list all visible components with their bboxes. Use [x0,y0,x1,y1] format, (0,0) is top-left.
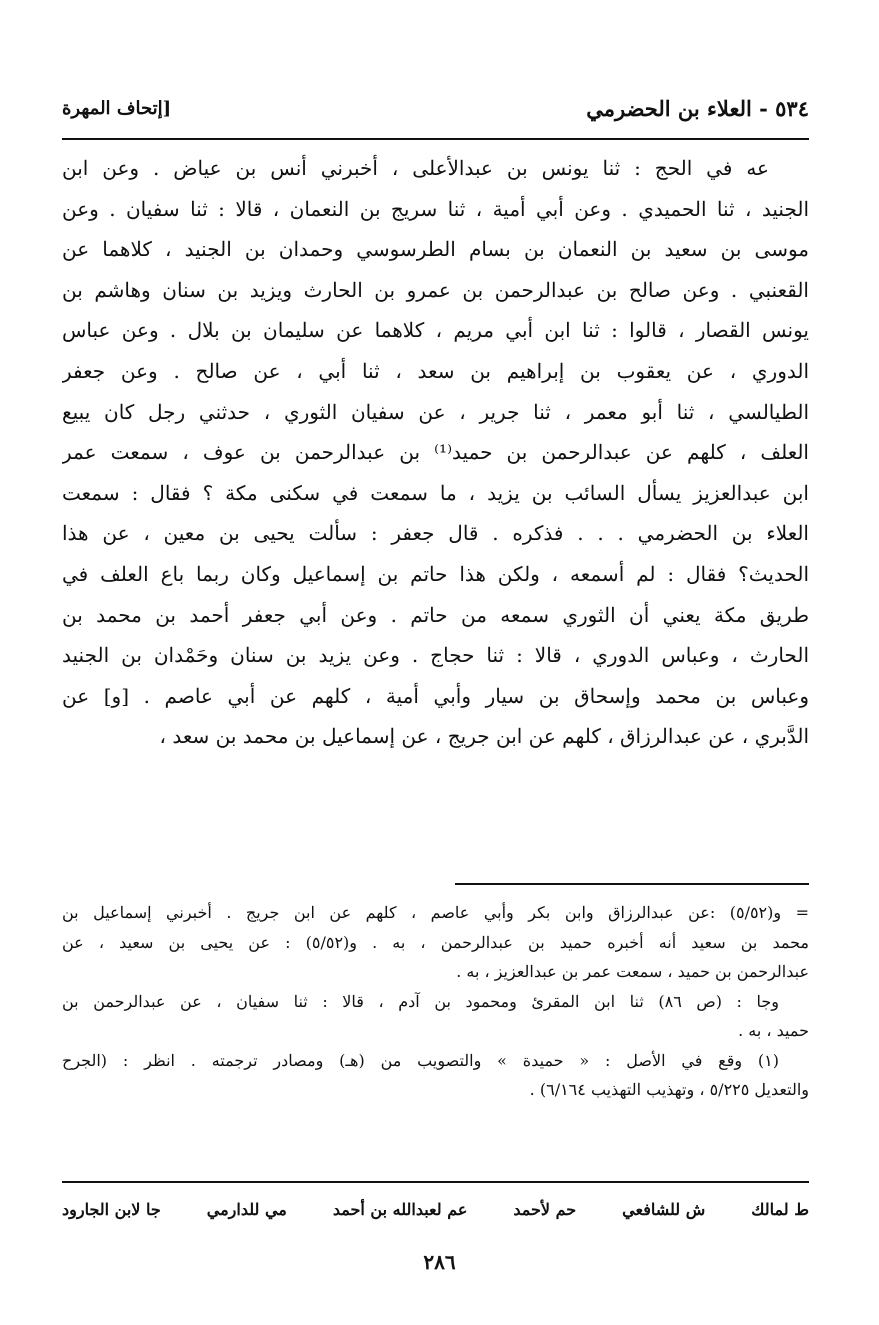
footnote-line: = و(٥/٥٢) :عن عبدالرزاق وابن بكر وأبي عاصم ، كلهم عن ابن جريج . أخبرني إسماعيل بن [62,903,809,922]
page-header [62,88,809,128]
abbreviation-legend [62,1193,809,1225]
legend-item: عم لعبدالله بن أحمد [332,1199,468,1219]
text-line: العلف ، كلهم عن عبدالرحمن بن حميد⁽¹⁾ بن عبدالرحمن بن عوف ، سمعت عمر [62,440,809,465]
footnotes [62,898,809,1105]
text-line: الدَّبري ، عن عبدالرزاق ، كلهم عن ابن جريج ، عن إسماعيل بن محمد بن سعد ، [159,724,809,749]
footnote-line: وجا : (ص ٨٦) ثنا ابن المقرئ ومحمود بن آدم ، قالا : ثنا سفيان ، عن عبدالرحمن بن [62,991,779,1011]
legend-item: جا لابن الجارود [62,1199,161,1219]
text-line: طريق مكة يعني أن الثوري سمعه من حاتم . وعن أبي جعفر أحمد بن محمد بن [62,602,809,627]
text-line: الطيالسي ، ثنا أبو معمر ، ثنا جرير ، عن سفيان الثوري ، حدثني رجل كان يبيع [62,399,809,424]
legend-item: ش للشافعي [622,1199,706,1219]
footnote-divider [455,883,809,885]
text-line: الدوري ، عن يعقوب بن إبراهيم بن سعد ، ثنا أبي ، عن صالح . وعن جعفر [62,358,809,383]
text-line: وعباس بن محمد وإسحاق بن سيار وأبي أمية ، كلهم عن أبي عاصم . [و] عن [62,683,809,708]
text-line: الحارث ، وعباس الدوري ، قالا : ثنا حجاج . وعن يزيد بن سنان وحَمْدان بن الجنيد [62,643,809,668]
footnote-line: محمد بن سعيد أنه أخبره حميد بن عبدالرحمن ، به . و(٥/٥٢) : عن يحيى بن سعيد ، عن [62,932,809,952]
chapter-title: ٥٣٤ - العلاء بن الحضرمي [586,95,809,121]
text-line: العلاء بن الحضرمي . . . فذكره . قال جعفر : سألت يحيى بن معين ، عن هذا [62,521,809,546]
footnote-line: (١) وقع في الأصل : « حميدة » والتصويب من (هـ) ومصادر ترجمته . انظر : (الجرح [62,1050,779,1070]
header-divider [62,138,809,140]
book-title: [إتحاف المهرة [62,97,172,119]
text-line: القعنبي . وعن صالح بن عبدالرحمن بن عمرو بن الحارث ويزيد بن سنان وهاشم بن [62,277,809,302]
text-line: الحديث؟ فقال : لم أسمعه ، ولكن هذا حاتم بن إسماعيل وكان ربما باع العلف في [62,561,809,586]
main-text [62,148,809,757]
text-line: موسى بن سعيد بن النعمان بن بسام الطرسوسي وحمدان بن الجنيد ، كلاهما عن [62,237,809,262]
legend-divider [62,1181,809,1183]
legend-item: ط لمالك [751,1199,809,1219]
footnote-line: عبدالرحمن بن حميد ، سمعت عمر بن عبدالعزيز ، به . [456,962,809,981]
legend-item: حم لأحمد [513,1199,577,1219]
footnote-line: والتعديل ٥/٢٢٥ ، وتهذيب التهذيب ٦/١٦٤) . [529,1080,809,1099]
text-line: عه في الحج : ثنا يونس بن عبدالأعلى ، أخبرني أنس بن عياض . وعن ابن [62,156,769,180]
page-number: ٢٨٦ [423,1250,456,1274]
text-line: ابن عبدالعزيز يسأل السائب بن يزيد ، ما سمعت في سكنى مكة ؟ فقال : سمعت [62,480,809,505]
text-line: يونس القصار ، قالوا : ثنا ابن أبي مريم ، كلاهما عن سليمان بن بلال . وعن عباس [62,318,809,343]
footnote-line: حميد ، به . [738,1021,809,1040]
legend-item: مي للدارمي [206,1199,287,1219]
text-line: الجنيد ، ثنا الحميدي . وعن أبي أمية ، ثنا سريج بن النعمان ، قالا : ثنا سفيان . وعن [62,196,809,221]
